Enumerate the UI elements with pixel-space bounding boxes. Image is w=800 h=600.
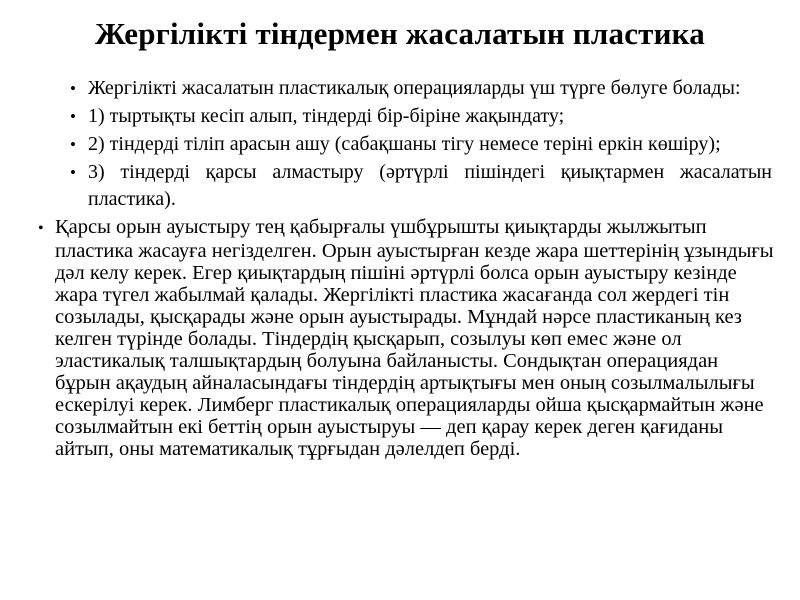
bullet-icon: •: [70, 106, 76, 126]
slide-title: Жергілікті тіндермен жасалатын пластика: [95, 16, 705, 51]
bullet-icon: •: [70, 134, 76, 154]
list-item-text: 2) тіндерді тіліп арасын ашу (сабақшаны тігу немесе теріні еркін көшіру);: [88, 132, 721, 155]
body-paragraph-text: Қарсы орын ауыстыру тең қабырғалы үшбұрышты қиықтарды жылжытып пластика жасауға негізделген. Орын ауыстырған кезде жара шеттерінің ұзындығы дәл келу керек. Егер қиықтардың пішіні әртүрлі болса орын ауыстыру кезінде жара түгел жабылмай қалады. Жергілікті пластика жасағанда сол жердегі тін созылады, қысқарады және орын ауыстырады. Мұндай нәрсе пластиканың кез келген түрінде болады. Тіндердің қысқарып, созылуы көп емес және ол эластикалық талшықтардың болуына байланысты. Сондықтан операциядан бұрын ақаудың айналасындағы тіндердің артықтығы мен оның созылмалылығы ескерілуі керек. Лимберг пластикалық операцияларды ойша қысқармайтын және созылмайтын екі беттің орын ауыстыруы — деп қарау керек деген қағиданы айтып, оны математикалық тұрғыдан дәлелдеп берді.: [55, 215, 774, 460]
list-item: [70, 103, 772, 130]
body-paragraph: [38, 216, 775, 460]
list-item: [70, 159, 772, 213]
list-item-text: 3) тіндерді қарсы алмастыру (әртүрлі пішіндегі қиықтармен жасалатын пластика).: [88, 160, 772, 210]
list-item-text: Жергілікті жасалатын пластикалық операцияларды үш түрге бөлуге болады:: [88, 76, 741, 99]
bullet-icon: •: [38, 219, 44, 237]
bullet-icon: •: [70, 162, 76, 182]
bullet-list: [70, 75, 772, 213]
list-item: [70, 75, 772, 102]
list-item-text: 1) тыртықты кесіп алып, тіндерді бір-біріне жақындату;: [88, 104, 565, 127]
list-item: [70, 131, 772, 158]
bullet-icon: •: [70, 78, 76, 98]
